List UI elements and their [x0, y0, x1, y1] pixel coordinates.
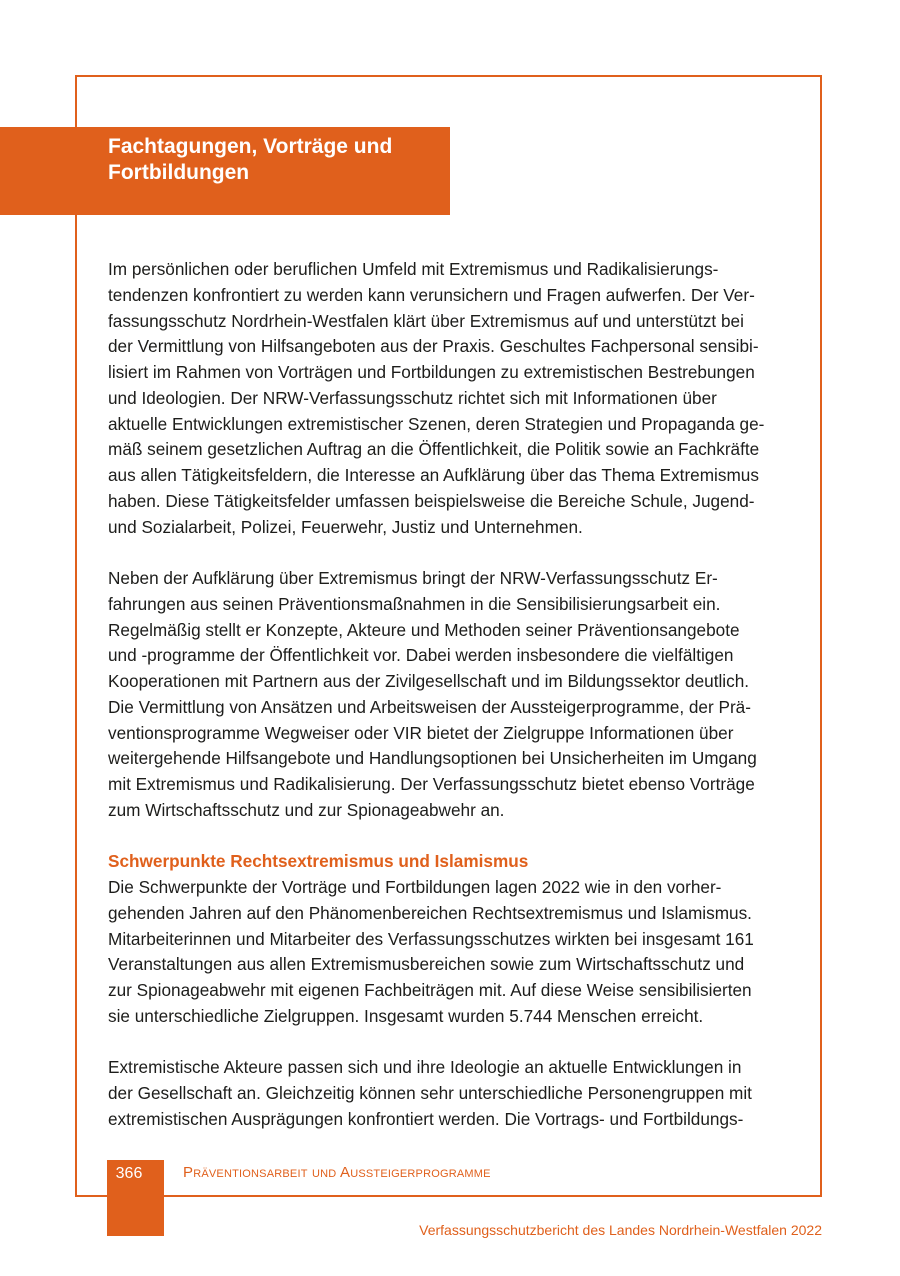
text-line: lisiert im Rahmen von Vorträgen und Fortbildungen zu extremistischen Bestrebungen [108, 362, 755, 382]
text-line: Mitarbeiterinnen und Mitarbeiter des Verfassungsschutzes wirkten bei insgesamt 161 [108, 928, 754, 949]
text-line: Neben der Aufklärung über Extremismus bringt der NRW-Verfassungsschutz Er- [108, 568, 718, 588]
page-number: 366 [115, 1165, 143, 1182]
text-line: mit Extremismus und Radikalisierung. Der Verfassungsschutz bietet ebenso Vorträge [108, 774, 755, 794]
publication-footer: Verfassungsschutzbericht des Landes Nordrhein-Westfalen 2022 [419, 1222, 822, 1238]
text-line: Regelmäßig stellt er Konzepte, Akteure und Methoden seiner Präventionsangebote [108, 619, 740, 640]
text-line: extremistischen Ausprägungen konfrontiert werden. Die Vortrags- und Fortbildungs- [108, 1108, 744, 1129]
text-line: der Vermittlung von Hilfsangeboten aus der Praxis. Geschultes Fachpersonal sensibi- [108, 336, 759, 357]
text-line: zum Wirtschaftsschutz und zur Spionageabwehr an. [108, 799, 505, 820]
text-line: mäß seinem gesetzlichen Auftrag an die Öffentlichkeit, die Politik sowie an Fachkräfte [108, 439, 760, 460]
section-title-line: Fortbildungen [108, 161, 250, 184]
paragraph-prevention [108, 566, 790, 824]
text-line: Die Schwerpunkte der Vorträge und Fortbildungen lagen 2022 wie in den vorher- [108, 877, 722, 897]
paragraph-focus [108, 849, 790, 1029]
text-line: und Sozialarbeit, Polizei, Feuerwehr, Justiz und Unternehmen. [108, 516, 583, 537]
text-line: aktuelle Entwicklungen extremistischer Szenen, deren Strategien und Propaganda ge- [108, 413, 765, 434]
text-line: sie unterschiedliche Zielgruppen. Insgesamt wurden 5.744 Menschen erreicht. [108, 1005, 704, 1026]
paragraph-intro [108, 257, 790, 540]
text-line: fassungsschutz Nordrhein-Westfalen klärt über Extremismus auf und unterstützt bei [108, 310, 744, 331]
text-line: haben. Diese Tätigkeitsfelder umfassen beispielsweise die Bereiche Schule, Jugend- [108, 490, 755, 511]
text-line: fahrungen aus seinen Präventionsmaßnahmen in die Sensibilisierungsarbeit ein. [108, 593, 721, 614]
section-title-line: Fachtagungen, Vorträge und [108, 135, 393, 158]
text-line: der Gesellschaft an. Gleichzeitig können sehr unterschiedliche Personengruppen mit [108, 1083, 752, 1103]
text-line: und -programme der Öffentlichkeit vor. Dabei werden insbesondere die vielfältigen [108, 645, 734, 666]
text-line: zur Spionageabwehr mit eigenen Fachbeiträgen mit. Auf diese Weise sensibilisierten [108, 980, 752, 1000]
text-line: Extremistische Akteure passen sich und ihre Ideologie an aktuelle Entwicklungen in [108, 1057, 742, 1078]
chapter-title: Präventionsarbeit und Aussteigerprogramme [183, 1164, 491, 1181]
text-line: Veranstaltungen aus allen Extremismusbereichen sowie zum Wirtschaftsschutz und [108, 954, 745, 975]
body-text [108, 257, 790, 1158]
subheading: Schwerpunkte Rechtsextremismus und Islamismus [108, 851, 529, 872]
text-line: gehenden Jahren auf den Phänomenbereichen Rechtsextremismus und Islamismus. [108, 902, 752, 923]
page-number-tab [107, 1160, 164, 1236]
text-line: aus allen Tätigkeitsfeldern, die Interesse an Aufklärung über das Thema Extremismus [108, 465, 759, 485]
text-line: Im persönlichen oder beruflichen Umfeld mit Extremismus und Radikalisierungs- [108, 259, 719, 279]
text-line: Die Vermittlung von Ansätzen und Arbeitsweisen der Aussteigerprogramme, der Prä- [108, 696, 751, 717]
text-line: weitergehende Hilfsangebote und Handlungsoptionen bei Unsicherheiten im Umgang [108, 748, 757, 769]
section-title [108, 134, 438, 186]
text-line: ventionsprogramme Wegweiser oder VIR bietet der Zielgruppe Informationen über [108, 722, 734, 743]
text-line: und Ideologien. Der NRW-Verfassungsschutz richtet sich mit Informationen über [108, 387, 717, 408]
text-line: tendenzen konfrontiert zu werden kann verunsichern und Fragen aufwerfen. Der Ver- [108, 284, 755, 305]
paragraph-actors [108, 1055, 790, 1132]
text-line: Kooperationen mit Partnern aus der Zivilgesellschaft und im Bildungssektor deutlich. [108, 671, 750, 691]
